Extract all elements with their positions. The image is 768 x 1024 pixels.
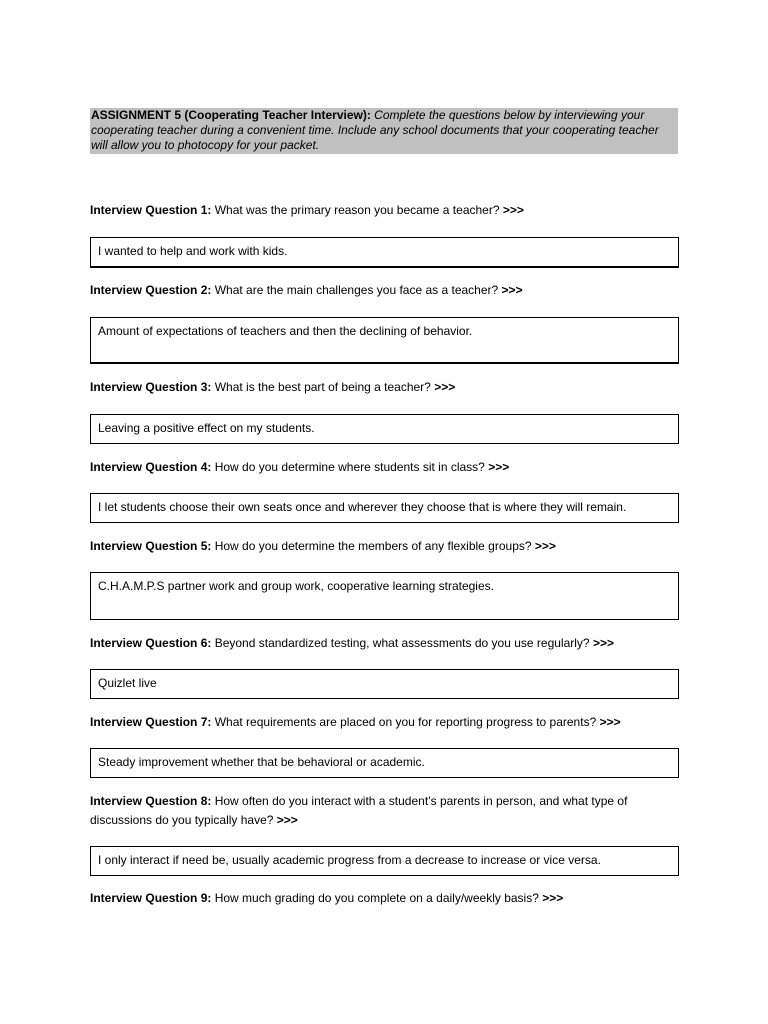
answer-box-6 [90,669,679,699]
answer-box-5 [90,572,679,620]
question-1 [90,201,690,220]
question-6 [90,634,690,653]
question-arrows: >>> [502,203,524,217]
question-arrows: >>> [501,283,523,297]
question-text: How do you determine where students sit in class? [214,460,485,474]
question-4 [90,458,690,477]
answer-box-1 [90,237,679,268]
question-label: Interview Question 2: [90,283,212,297]
answer-text: C.H.A.M.P.S partner work and group work, cooperative learning strategies. [98,579,494,593]
question-2 [90,281,690,300]
question-5 [90,537,690,556]
question-text: What was the primary reason you became a teacher? [214,203,500,217]
question-arrows: >>> [542,891,564,905]
answer-box-3 [90,414,679,444]
question-label: Interview Question 3: [90,380,212,394]
answer-text: Amount of expectations of teachers and then the declining of behavior. [98,324,473,338]
question-text: How often do you interact with a student’s parents in person, and what type of discussions do you typically have? [90,794,628,827]
assignment-description: Complete the questions below by interviewing your cooperating teacher during a convenient time. Include any school documents that your cooperating teacher will allow you to photocopy for your packet. [91,108,659,152]
question-label: Interview Question 7: [90,715,212,729]
question-label: Interview Question 5: [90,539,212,553]
answer-text: I let students choose their own seats once and wherever they choose that is where they will remain. [98,500,627,514]
question-arrows: >>> [434,380,456,394]
assignment-header [90,108,678,154]
question-label: Interview Question 6: [90,636,212,650]
question-9 [90,889,690,908]
answer-text: Leaving a positive effect on my students. [98,421,315,435]
question-text: What requirements are placed on you for reporting progress to parents? [214,715,597,729]
answer-box-2 [90,317,679,364]
question-arrows: >>> [534,539,556,553]
question-arrows: >>> [599,715,621,729]
assignment-title: ASSIGNMENT 5 (Cooperating Teacher Interview): [91,108,371,122]
question-arrows: >>> [276,813,298,827]
question-arrows: >>> [592,636,614,650]
question-arrows: >>> [488,460,510,474]
answer-text: Quizlet live [98,676,157,690]
answer-box-7 [90,748,679,778]
question-text: What is the best part of being a teacher? [214,380,431,394]
question-label: Interview Question 8: [90,794,212,808]
question-7 [90,713,690,732]
answer-text: I only interact if need be, usually academic progress from a decrease to increase or vice versa. [98,853,601,867]
question-text: How much grading do you complete on a daily/weekly basis? [214,891,539,905]
answer-text: Steady improvement whether that be behavioral or academic. [98,755,425,769]
question-label: Interview Question 1: [90,203,212,217]
question-label: Interview Question 9: [90,891,212,905]
question-text: Beyond standardized testing, what assessments do you use regularly? [214,636,590,650]
question-text: How do you determine the members of any flexible groups? [214,539,532,553]
question-3 [90,378,690,397]
answer-text: I wanted to help and work with kids. [98,244,288,258]
answer-box-4 [90,493,679,523]
question-text: What are the main challenges you face as a teacher? [214,283,499,297]
question-label: Interview Question 4: [90,460,212,474]
question-8 [90,792,678,830]
answer-box-8 [90,846,679,876]
